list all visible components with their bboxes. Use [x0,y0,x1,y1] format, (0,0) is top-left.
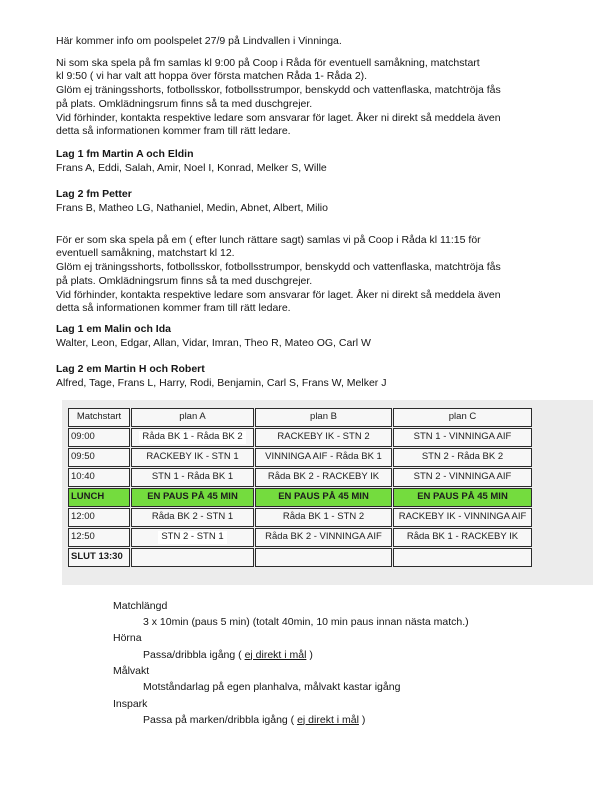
end-row [68,548,532,567]
schedule-image-band [62,400,593,585]
header-plan-a: plan A [131,408,254,427]
match-cell: Råda BK 2 - STN 1 [131,508,254,527]
text-line: på plats. Omklädningsrum finns så ta med duschgrejer. [56,274,313,287]
matchstart-cell: LUNCH [68,488,130,507]
rule-detail-underlined: ej direkt i mål [297,713,359,726]
text-line: detta så informationen kommer fram till rätt ledare. [56,302,291,315]
schedule-row [68,528,532,547]
matchstart-cell: 12:00 [68,508,130,527]
team-title: Lag 2 em Martin H och Robert [56,363,205,376]
text-line: Ni som ska spela på fm samlas kl 9:00 på Coop i Råda för eventuell samåkning, matchstart [56,56,480,69]
teams-fm-section [56,148,572,216]
text-line: på plats. Omklädningsrum finns så ta med duschgrejer. [56,97,313,110]
schedule-header-row [68,408,532,427]
team-block [56,188,572,215]
rule-detail [143,712,572,728]
schedule-row [68,508,532,527]
empty-cell [131,548,254,567]
pause-cell: EN PAUS PÅ 45 MIN [131,488,254,507]
rule-detail-text: ) [306,648,313,661]
match-cell: STN 2 - Råda BK 2 [393,448,532,467]
team-block [56,363,572,390]
text-line: För er som ska spela på em ( efter lunch rättare sagt) samlas vi på Coop i Råda kl 11:15 för [56,233,481,246]
em-info-paragraph [56,234,572,316]
text-line: kl 9:50 ( vi har valt att hoppa över första matchen Råda 1- Råda 2). [56,70,368,83]
team-title: Lag 1 fm Martin A och Eldin [56,147,194,160]
rule-detail-text: ) [358,713,366,726]
match-cell-highlighted [131,428,254,447]
rule-heading: Målvakt [113,664,150,677]
team-players: Frans A, Eddi, Salah, Amir, Noel I, Konrad, Melker S, Wille [56,161,327,174]
match-cell-highlighted [131,528,254,547]
text-line: Glöm ej träningsshorts, fotbollsskor, fotbollsstrumpor, benskydd och vattenflaska, matchtröja fås [56,84,501,97]
end-time-cell: SLUT 13:30 [68,548,130,567]
text-line: Vid förhinder, kontakta respektive ledare som ansvarar för laget. Åker ni direkt så meddela även [56,288,501,301]
match-cell: VINNINGA AIF - Råda BK 1 [255,448,392,467]
match-text: STN 2 - STN 1 [158,531,226,544]
schedule-row [68,468,532,487]
match-cell: Råda BK 2 - RACKEBY IK [255,468,392,487]
match-cell: STN 1 - VINNINGA AIF [393,428,532,447]
header-plan-c: plan C [393,408,532,427]
match-cell: Råda BK 1 - STN 2 [255,508,392,527]
team-block [56,148,572,175]
schedule-row [68,448,532,467]
rule-detail-text: Passa på marken/dribbla igång ( [143,713,298,726]
rule-heading: Inspark [113,697,148,710]
pause-cell: EN PAUS PÅ 45 MIN [393,488,532,507]
fm-info-paragraph [56,57,572,139]
rule-detail-text: Passa/dribbla igång ( [143,648,245,661]
match-cell: STN 1 - Råda BK 1 [131,468,254,487]
rule-detail [143,647,572,663]
empty-cell [393,548,532,567]
match-cell: RACKEBY IK - STN 2 [255,428,392,447]
matchstart-cell: 10:40 [68,468,130,487]
intro-line: Här kommer info om poolspelet 27/9 på Lindvallen i Vinninga. [56,35,342,47]
match-schedule-table [67,407,533,568]
teams-em-section [56,323,572,391]
team-title: Lag 2 fm Petter [56,188,132,201]
match-cell: RACKEBY IK - VINNINGA AIF [393,508,532,527]
rule-heading: Matchlängd [113,599,168,612]
text-line: detta så informationen kommer fram till rätt ledare. [56,125,291,138]
matchstart-cell: 09:00 [68,428,130,447]
rule-detail: Motståndarlag på egen planhalva, målvakt kastar igång [143,681,401,694]
text-line: Glöm ej träningsshorts, fotbollsskor, fotbollsstrumpor, benskydd och vattenflaska, matchtröja fås [56,261,501,274]
empty-cell [255,548,392,567]
matchstart-cell: 09:50 [68,448,130,467]
match-cell: STN 2 - VINNINGA AIF [393,468,532,487]
team-block [56,323,572,350]
match-cell: RACKEBY IK - STN 1 [131,448,254,467]
lunch-row [68,488,532,507]
schedule-row [68,428,532,447]
team-players: Alfred, Tage, Frans L, Harry, Rodi, Benjamin, Carl S, Frans W, Melker J [56,377,387,390]
header-plan-b: plan B [255,408,392,427]
team-title: Lag 1 em Malin och Ida [56,322,171,335]
team-players: Frans B, Matheo LG, Nathaniel, Medin, Abnet, Albert, Milio [56,202,328,215]
text-line: Vid förhinder, kontakta respektive ledare som ansvarar för laget. Åker ni direkt så meddela även [56,111,501,124]
match-text: Råda BK 1 - Råda BK 2 [139,431,245,444]
rules-section [113,598,572,728]
pause-cell: EN PAUS PÅ 45 MIN [255,488,392,507]
header-matchstart: Matchstart [68,408,130,427]
text-line: eventuell samåkning, matchstart kl 12. [56,247,235,260]
rule-detail: 3 x 10min (paus 5 min) (totalt 40min, 10 min paus innan nästa match.) [143,616,469,629]
rule-heading: Hörna [113,632,142,645]
matchstart-cell: 12:50 [68,528,130,547]
team-players: Walter, Leon, Edgar, Allan, Vidar, Imran, Theo R, Mateo OG, Carl W [56,336,371,349]
match-cell: Råda BK 1 - RACKEBY IK [393,528,532,547]
rule-detail-underlined: ej direkt i mål [244,648,307,661]
match-cell: Råda BK 2 - VINNINGA AIF [255,528,392,547]
